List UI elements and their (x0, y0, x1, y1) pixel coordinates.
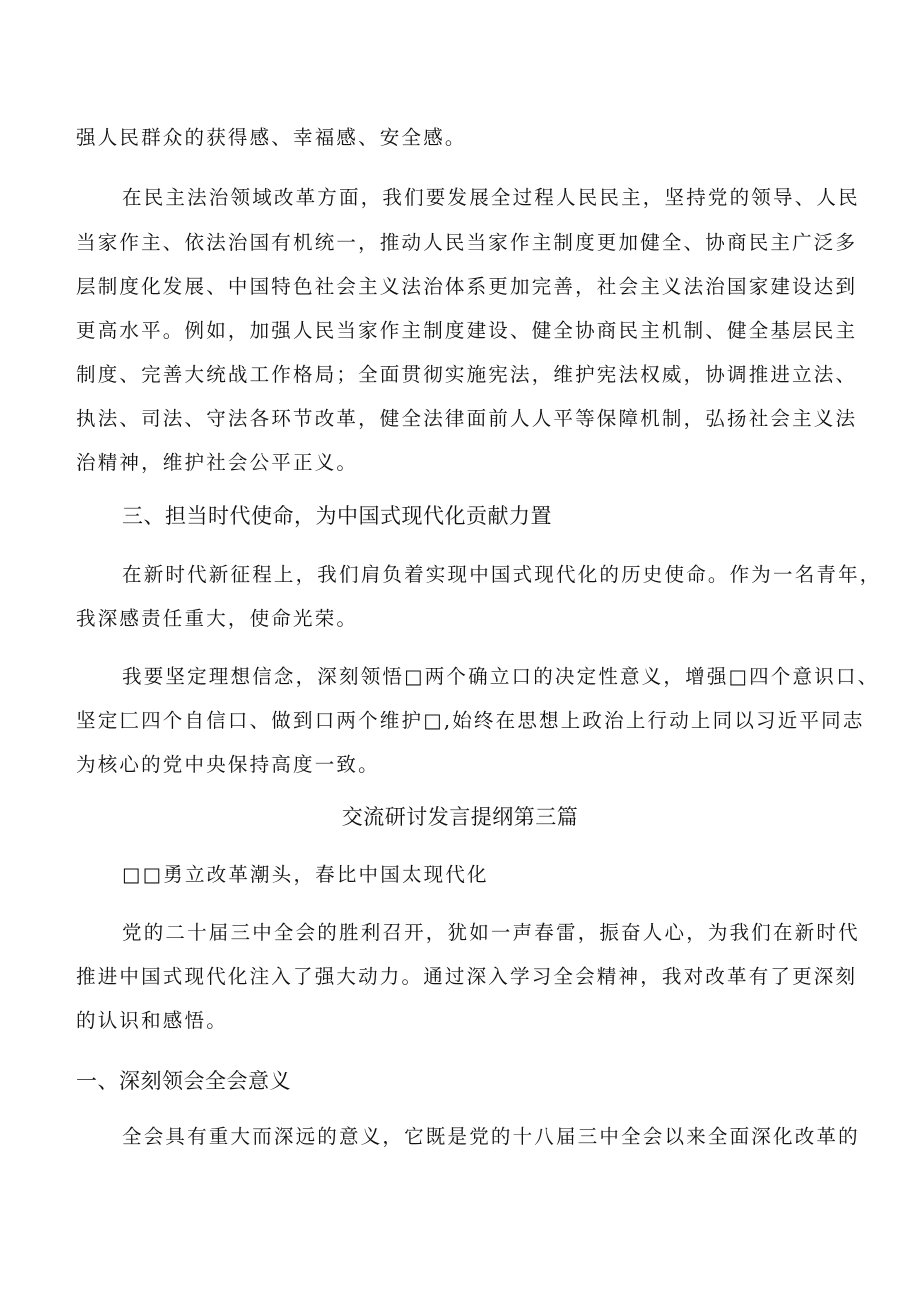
paragraph-line: 更高水平。例如，加强人民当家作主制度建设、健全协商民主机制、健全基层民主 (76, 319, 858, 342)
paragraph-line: 我要坚定理想信念，深刻领悟□两个确立口的决定性意义，增强□四个意识口、 (122, 665, 880, 688)
paragraph-line: 层制度化发展、中国特色社会主义法治体系更加完善，社会主义法治国家建设达到 (76, 275, 858, 298)
paragraph-line: 强人民群众的获得感、幸福感、安全感。 (76, 126, 467, 149)
paragraph-line: 治精神，维护社会公平正义。 (76, 451, 359, 474)
paragraph-line: 当家作主、依法治国有机统一，推动人民当家作主制度更加健全、协商民主广泛多 (76, 231, 858, 254)
paragraph-line: 党的二十届三中全会的胜利召开，犹如一声春雷，振奋人心，为我们在新时代 (122, 921, 860, 944)
paragraph-line: 为核心的党中央保持高度一致。 (76, 753, 380, 776)
paragraph-line: 在新时代新征程上，我们肩负着实现中国式现代化的历史使命。作为一名青年， (122, 563, 882, 586)
paragraph-line: 制度、完善大统战工作格局；全面贯彻实施宪法，维护宪法权威，协调推进立法、 (76, 363, 858, 386)
document-title: 交流研讨发言提纲第三篇 (341, 805, 579, 829)
paragraph-line: 执法、司法、守法各环节改革，健全法律面前人人平等保障机制，弘扬社会主义法 (76, 407, 858, 430)
paragraph-line: 在民主法治领域改革方面，我们要发展全过程人民民主，坚持党的领导、人民 (122, 186, 860, 209)
paragraph-line: 推进中国式现代化注入了强大动力。通过深入学习全会精神，我对改革有了更深刻 (76, 965, 858, 988)
paragraph-line: 的认识和感悟。 (76, 1009, 228, 1032)
paragraph-line: 全会具有重大而深远的意义，它既是党的十八届三中全会以来全面深化改革的 (122, 1125, 860, 1148)
paragraph-line: 我深感责任重大，使命光荣。 (76, 607, 359, 630)
section-heading: 三、担当时代使命，为中国式现代化贡献力置 (122, 504, 552, 528)
section-heading: 一、深刻领会全会意义 (76, 1069, 291, 1093)
paragraph-line: 坚定匚四个自信口、做到口两个维护□,始终在思想上政治上行动上同以习近平同志 (76, 709, 865, 732)
paragraph-line: □□勇立改革潮头，春比中国太现代化 (122, 863, 489, 886)
